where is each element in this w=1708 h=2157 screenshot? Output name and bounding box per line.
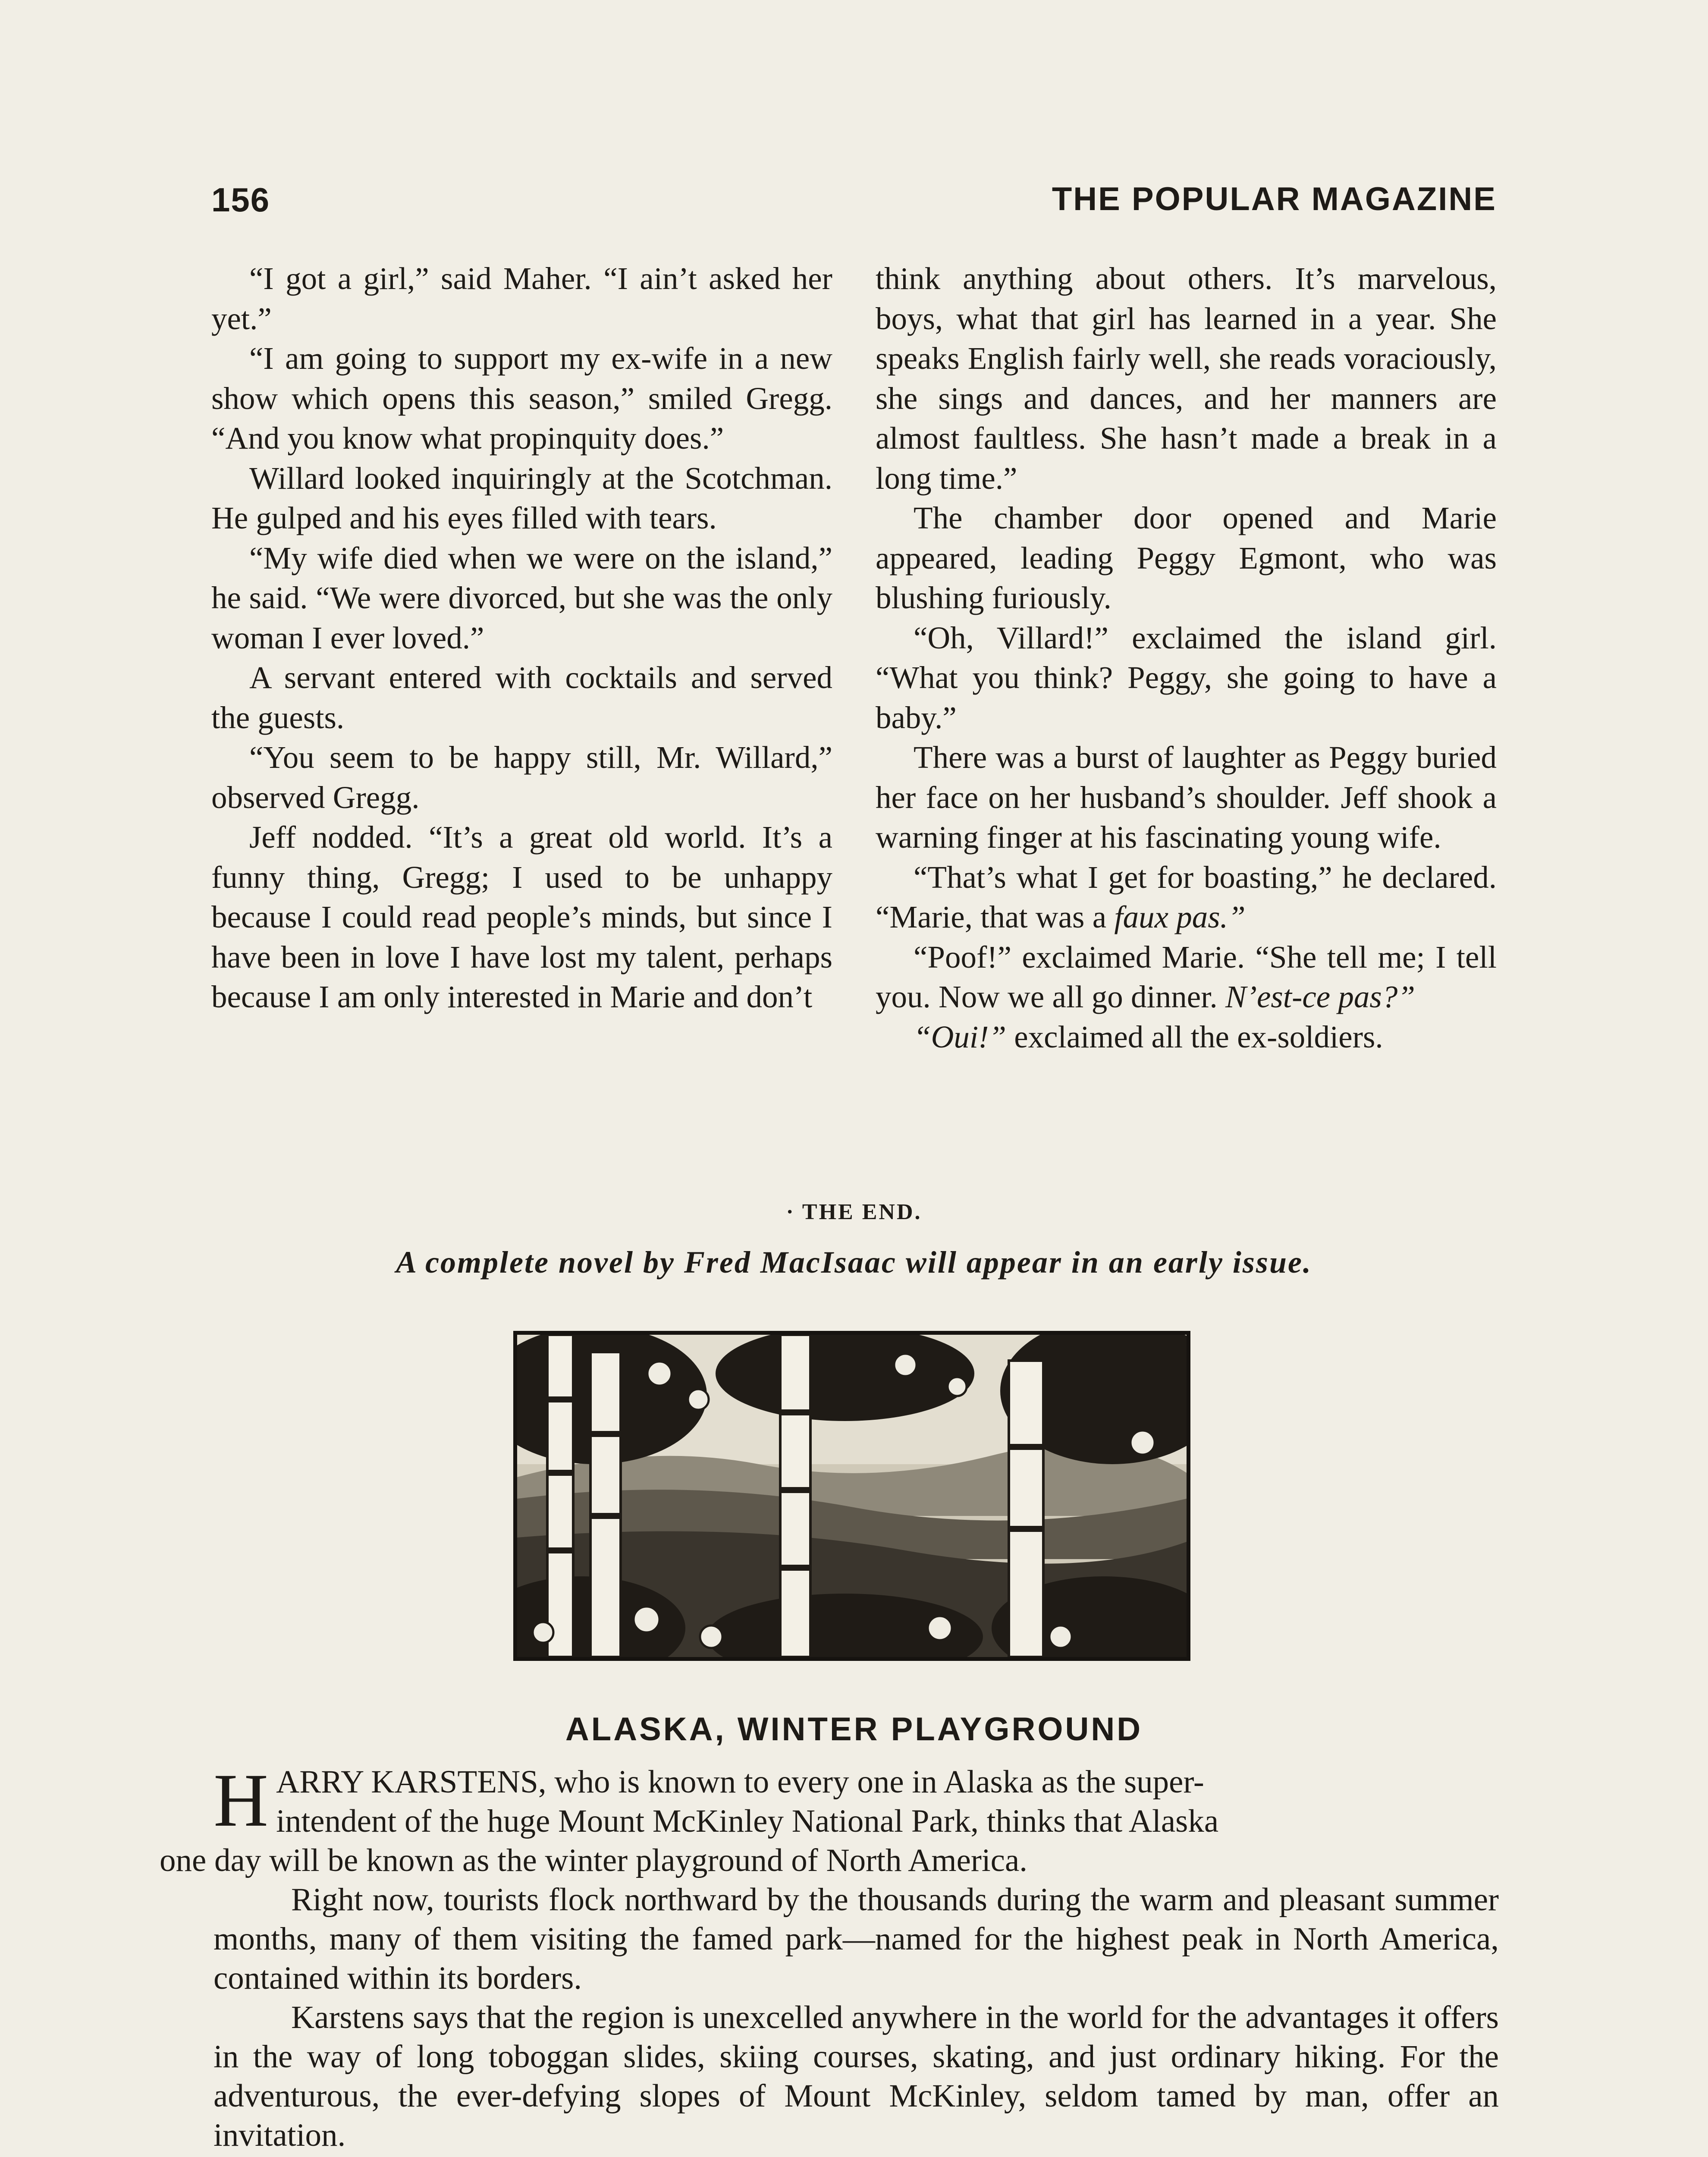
lead-line-1: ARRY KARSTENS, who is known to every one in Alaska as the super- bbox=[276, 1764, 1204, 1800]
italic-phrase: N’est-ce pas?” bbox=[1225, 979, 1415, 1014]
paragraph: There was a burst of laughter as Peggy buried her face on her husband’s shoulder. Jeff shook a warning finger at his fascinating young wife. bbox=[876, 740, 1497, 855]
birch-forest-woodcut-icon bbox=[517, 1335, 1187, 1657]
novel-announcement: A complete novel by Fred MacIsaac will appear in an early issue. bbox=[396, 1245, 1312, 1280]
paragraph: “I got a girl,” said Maher. “I ain’t asked her yet.” bbox=[211, 261, 832, 336]
paragraph-continuation: think anything about others. It’s marvelous, boys, what that girl has learned in a year. She speaks English fairly well, she reads voraciously, she sings and dances, and her manners are almost faultless. She hasn’t made a break in a long time.” bbox=[876, 261, 1497, 496]
birch-forest-illustration bbox=[513, 1331, 1190, 1661]
paragraph: Karstens says that the region is unexcelled anywhere in the world for the advantages it offers in the way of long toboggan slides, skiing courses, skating, and just ordinary hiking. For the adventurous, the ever-defying slopes of Mount McKinley, seldom tamed by man, offer an invitation. bbox=[214, 2000, 1499, 2153]
lead-line-2: intendent of the huge Mount McKinley National Park, thinks that Alaska bbox=[276, 1803, 1219, 1839]
paragraph: A servant entered with cocktails and served the guests. bbox=[211, 660, 832, 735]
lead-line-3: one day will be known as the winter playground of North America. bbox=[160, 1843, 1027, 1878]
paragraph: Jeff nodded. “It’s a great old world. It’s a funny thing, Gregg; I used to be unhappy because I could read people’s minds, but since I have been in love I have lost my talent, perhaps because I am only interested in Marie and don’t bbox=[211, 820, 832, 1014]
page-header bbox=[211, 180, 1497, 232]
article-title: ALASKA, WINTER PLAYGROUND bbox=[565, 1711, 1143, 1748]
paragraph: Right now, tourists flock northward by the thousands during the warm and pleasant summer months, many of them visiting the famed park—named for the highest peak in North America, contained within its borders. bbox=[214, 1882, 1499, 1996]
paragraph-text: “Poof!” exclaimed Marie. “She tell me; I tell you. Now we all go dinner. bbox=[876, 939, 1497, 1014]
paragraph: “My wife died when we were on the island,” he said. “We were divorced, but she was the only woman I ever loved.” bbox=[211, 540, 832, 655]
left-column bbox=[211, 259, 832, 1017]
the-end-marker: · THE END. bbox=[786, 1200, 922, 1224]
right-column bbox=[876, 259, 1497, 1057]
paragraph bbox=[876, 858, 1497, 937]
paragraph bbox=[876, 1017, 1497, 1057]
italic-phrase: faux pas.” bbox=[1114, 899, 1246, 934]
paragraph: Willard looked inquiringly at the Scotchman. He gulped and his eyes filled with tears. bbox=[211, 460, 832, 535]
page-number: 156 bbox=[211, 181, 270, 219]
paragraph: “Oh, Villard!” exclaimed the island girl. “What you think? Peggy, she going to have a baby.” bbox=[876, 620, 1497, 735]
paragraph-text: “That’s what I get for boasting,” he declared. “Marie, that was a bbox=[876, 859, 1497, 934]
paragraph: “You seem to be happy still, Mr. Willard,” observed Gregg. bbox=[211, 740, 832, 815]
paragraph-text: exclaimed all the ex-soldiers. bbox=[1006, 1019, 1383, 1054]
lead-paragraph bbox=[160, 1758, 1499, 1880]
paragraph: The chamber door opened and Marie appeared, leading Peggy Egmont, who was blushing furiously. bbox=[876, 500, 1497, 615]
paragraph: “I am going to support my ex-wife in a new show which opens this season,” smiled Gregg. “And you know what propinquity does.” bbox=[211, 341, 832, 456]
story-columns bbox=[211, 259, 1497, 1182]
italic-phrase: “Oui!” bbox=[914, 1019, 1007, 1054]
drop-cap: H bbox=[214, 1758, 269, 1843]
paragraph bbox=[214, 2155, 1499, 2157]
article-body bbox=[160, 1758, 1499, 2157]
paragraph bbox=[876, 937, 1497, 1017]
running-head: THE POPULAR MAGAZINE bbox=[1052, 181, 1497, 217]
